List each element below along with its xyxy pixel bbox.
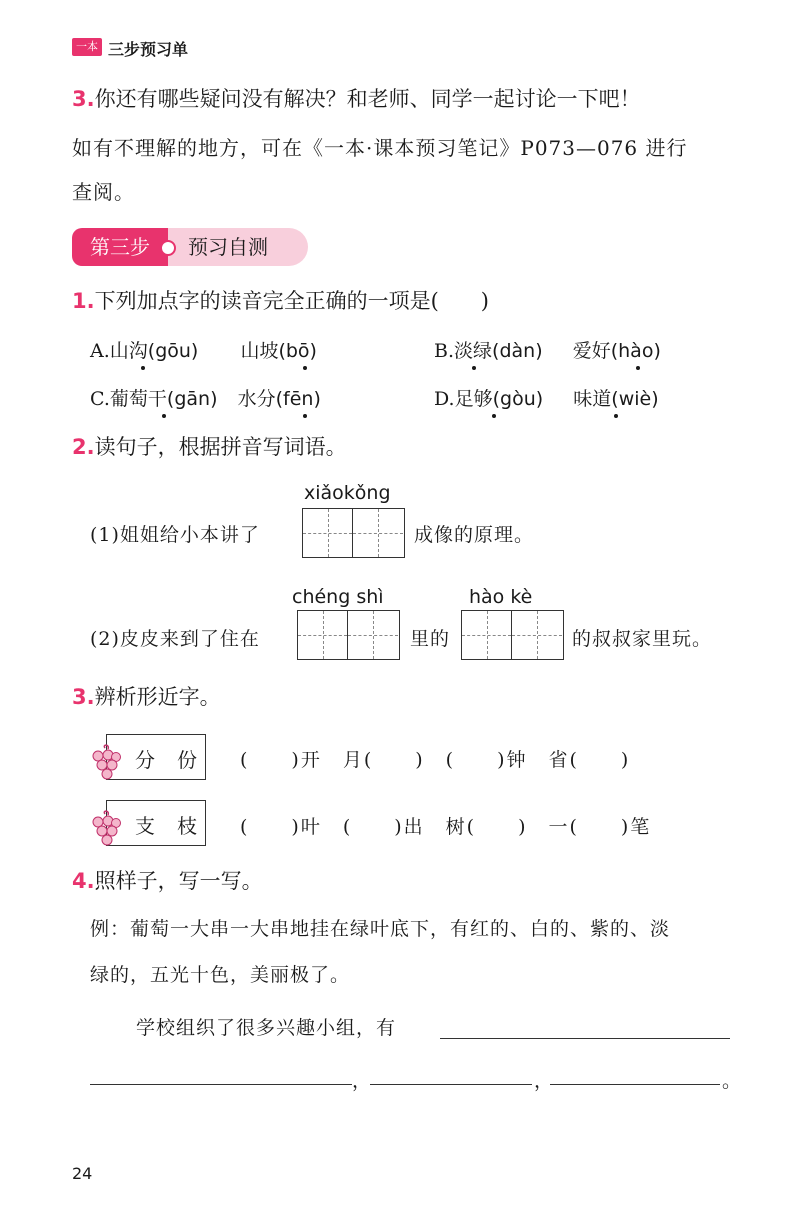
emphasis-dot [472, 366, 476, 370]
answer-line-1[interactable] [440, 1038, 730, 1039]
sentence-2-mid: 里的 [410, 628, 451, 650]
grid-cell[interactable] [512, 611, 562, 659]
writing-grid-2[interactable] [297, 610, 400, 660]
option-label: B. [434, 340, 455, 362]
question-text: 照样子，写一写。 [94, 869, 263, 893]
writing-grid-1[interactable] [302, 508, 405, 558]
example-line-2: 绿的，五光十色，美丽极了。 [90, 964, 351, 986]
option-word: 味道 [573, 388, 612, 410]
option-pinyin: (dàn) [492, 340, 543, 362]
banner-step-label: 第三步 [72, 228, 168, 266]
option-word: 水分 [237, 388, 276, 410]
grid-cell[interactable] [298, 611, 348, 659]
option-word: 山坡 [240, 340, 279, 362]
brand-logo: 一本 [72, 38, 102, 56]
grape-icon [88, 744, 122, 782]
grid-cell[interactable] [462, 611, 512, 659]
question-number: 2. [72, 435, 95, 459]
option-word: 山沟 [109, 340, 148, 362]
option-pinyin: (gān) [166, 388, 218, 410]
option-pinyin: (hào) [610, 340, 661, 362]
emphasis-dot [614, 414, 618, 418]
question-number: 3. [72, 87, 95, 111]
emphasis-dot [162, 414, 166, 418]
answer-line-3[interactable] [370, 1084, 532, 1085]
banner-title-pill [168, 228, 308, 266]
emphasis-dot [141, 366, 145, 370]
char-fill-row-1: ( )开 月( ) ( )钟 省( ) [240, 749, 631, 771]
page-number: 24 [72, 1164, 93, 1183]
note-line-2: 查阅。 [72, 180, 135, 204]
option-pinyin: (gòu) [492, 388, 544, 410]
grid-cell[interactable] [303, 509, 353, 557]
grid-cell[interactable] [353, 509, 403, 557]
option-word: 葡萄干 [109, 388, 167, 410]
question-text: 辨析形近字。 [94, 685, 221, 709]
emphasis-dot [636, 366, 640, 370]
char-pair: 分份 [135, 748, 219, 772]
question-number: 4. [72, 869, 95, 893]
banner-dot-icon [160, 240, 176, 256]
option-pinyin: (gōu) [147, 340, 199, 362]
answer-line-4[interactable] [550, 1084, 720, 1085]
question-text: 下列加点字的读音完全正确的一项是( ) [94, 289, 489, 313]
step2-question-3 [72, 84, 641, 114]
sentence-1-start: (1)姐姐给小本讲了 [90, 524, 260, 546]
sentence-2-end: 的叔叔家里玩。 [572, 628, 713, 650]
char-fill-row-2: ( )叶 ( )出 树( ) 一( )笔 [240, 816, 652, 838]
example-line-1: 例：葡萄一大串一大串地挂在绿叶底下，有红的、白的、紫的、淡 [90, 918, 671, 940]
pinyin-haoke: hào kè [469, 586, 533, 608]
option-a [90, 336, 317, 363]
writing-grid-3[interactable] [461, 610, 564, 660]
option-pinyin: (bō) [278, 340, 317, 362]
pinyin-chengshi: chéng shì [292, 586, 384, 608]
question-number: 3. [72, 685, 95, 709]
option-pinyin: (fēn) [275, 388, 321, 410]
banner-title: 预习自测 [188, 235, 268, 259]
option-word: 爱好 [572, 340, 611, 362]
question-text: 你还有哪些疑问没有解决？和老师、同学一起讨论一下吧！ [94, 87, 641, 111]
option-pinyin: (wiè) [611, 388, 659, 410]
option-d [434, 384, 659, 411]
pinyin-xiaokong: xiǎokǒng [304, 482, 391, 504]
option-word: 淡绿 [454, 340, 493, 362]
header-title: 三步预习单 [108, 40, 189, 59]
question-3 [72, 682, 221, 712]
note-line-1: 如有不理解的地方，可在《一本·课本预习笔记》P073—076 进行 [72, 136, 688, 160]
emphasis-dot [492, 414, 496, 418]
period: 。 [722, 1070, 742, 1092]
option-b [434, 336, 661, 363]
answer-line-2[interactable] [90, 1084, 352, 1085]
question-4 [72, 866, 263, 896]
option-label: C. [90, 388, 110, 410]
section-banner [72, 228, 308, 266]
option-label: A. [90, 340, 110, 362]
comma: ， [352, 1070, 372, 1092]
emphasis-dot [303, 414, 307, 418]
comma: ， [534, 1070, 554, 1092]
question-number: 1. [72, 289, 95, 313]
option-word: 足够 [454, 388, 493, 410]
question-2 [72, 432, 347, 462]
char-pair: 支枝 [135, 814, 219, 838]
grid-cell[interactable] [348, 611, 398, 659]
writing-prompt: 学校组织了很多兴趣小组，有 [136, 1017, 397, 1039]
option-label: D. [434, 388, 455, 410]
sentence-1-end: 成像的原理。 [414, 524, 535, 546]
question-1 [72, 286, 489, 316]
option-c [90, 384, 321, 411]
sentence-2-start: (2)皮皮来到了住在 [90, 628, 260, 650]
question-text: 读句子，根据拼音写词语。 [94, 435, 347, 459]
grape-icon [88, 810, 122, 848]
emphasis-dot [303, 366, 307, 370]
